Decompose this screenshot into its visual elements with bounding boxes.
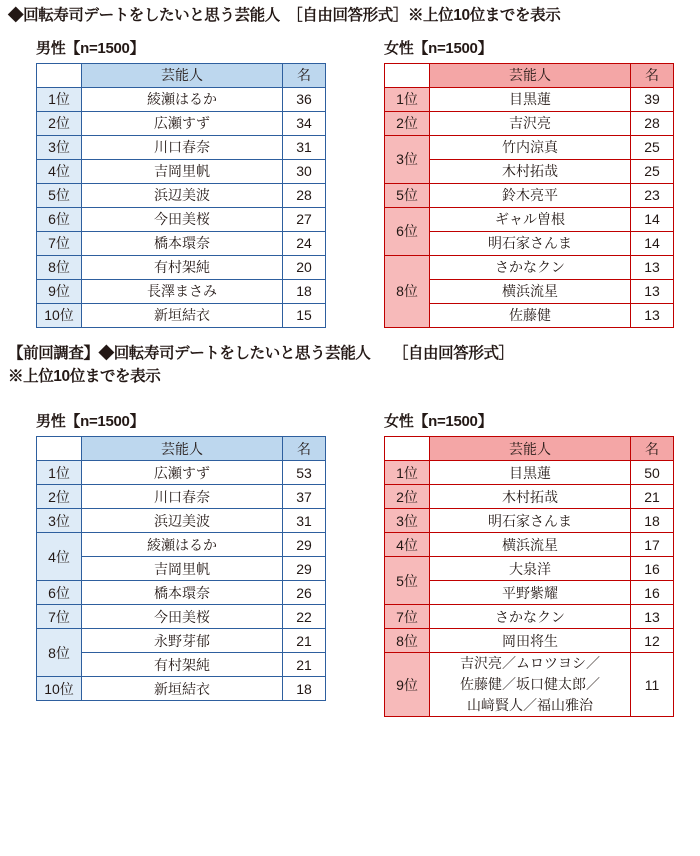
top-survey-headline: ◆回転寿司デートをしたいと思う芸能人 ［自由回答形式］※上位10位までを表示 — [8, 7, 561, 24]
count-cell: 12 — [631, 629, 674, 653]
name-cell: 木村拓哉 — [430, 485, 631, 509]
table-row — [37, 533, 326, 557]
name-cell: 岡田将生 — [430, 629, 631, 653]
prev-male-title: 男性【n=1500】 — [36, 413, 145, 431]
table-row — [37, 255, 326, 279]
count-cell: 29 — [283, 533, 326, 557]
top-female-title: 女性【n=1500】 — [384, 39, 493, 57]
rank-cell: 10位 — [37, 303, 82, 327]
top-survey-columns — [8, 33, 692, 328]
top-male-table — [36, 63, 326, 328]
name-cell: 有村架純 — [82, 255, 283, 279]
rank-cell: 10位 — [37, 677, 82, 701]
header-name: 芸能人 — [82, 63, 283, 87]
rank-cell: 1位 — [385, 461, 430, 485]
name-cell: 吉沢亮／ムロツヨシ／ 佐藤健／坂口健太郎／ 山﨑賢人／福山雅治 — [430, 653, 631, 717]
name-cell: 橋本環奈 — [82, 581, 283, 605]
rank-cell: 3位 — [37, 135, 82, 159]
count-cell: 25 — [631, 159, 674, 183]
header-blank — [385, 63, 430, 87]
table-row — [385, 255, 674, 279]
prev-male-table — [36, 436, 326, 701]
top-female-column — [356, 33, 686, 328]
top-female-table — [384, 63, 674, 328]
name-cell: 佐藤健 — [430, 303, 631, 327]
count-cell: 26 — [283, 581, 326, 605]
table-row — [37, 485, 326, 509]
count-cell: 14 — [631, 231, 674, 255]
count-cell: 16 — [631, 557, 674, 581]
table-row — [385, 509, 674, 533]
name-cell: 竹内涼真 — [430, 135, 631, 159]
table-row — [37, 303, 326, 327]
name-cell: 永野芽郁 — [82, 629, 283, 653]
table-row — [385, 111, 674, 135]
name-cell: 平野紫耀 — [430, 581, 631, 605]
table-row — [385, 135, 674, 159]
rank-cell: 3位 — [37, 509, 82, 533]
name-cell: さかなクン — [430, 605, 631, 629]
table-header-row — [37, 63, 326, 87]
prev-female-title: 女性【n=1500】 — [384, 413, 493, 431]
rank-cell: 7位 — [37, 231, 82, 255]
name-cell: 綾瀬はるか — [82, 533, 283, 557]
table-row — [37, 581, 326, 605]
count-cell: 50 — [631, 461, 674, 485]
count-cell: 11 — [631, 653, 674, 717]
name-cell: 新垣結衣 — [82, 303, 283, 327]
name-cell: 木村拓哉 — [430, 159, 631, 183]
header-count: 名 — [283, 63, 326, 87]
table-header-row — [37, 437, 326, 461]
name-cell: 広瀬すず — [82, 461, 283, 485]
count-cell: 13 — [631, 279, 674, 303]
table-row — [37, 605, 326, 629]
table-row — [385, 183, 674, 207]
name-cell: 明石家さんま — [430, 231, 631, 255]
rank-cell: 8位 — [37, 629, 82, 677]
table-header-row — [385, 437, 674, 461]
rank-cell: 2位 — [37, 111, 82, 135]
rank-cell: 7位 — [37, 605, 82, 629]
table-row — [385, 653, 674, 717]
name-cell: 浜辺美波 — [82, 183, 283, 207]
name-cell: さかなクン — [430, 255, 631, 279]
header-blank — [37, 437, 82, 461]
rank-cell: 2位 — [385, 111, 430, 135]
table-row — [37, 279, 326, 303]
count-cell: 18 — [283, 677, 326, 701]
table-row — [385, 461, 674, 485]
name-cell: 横浜流星 — [430, 533, 631, 557]
count-cell: 37 — [283, 485, 326, 509]
header-blank — [385, 437, 430, 461]
name-cell: 吉沢亮 — [430, 111, 631, 135]
rank-cell: 7位 — [385, 605, 430, 629]
top-male-title: 男性【n=1500】 — [36, 39, 145, 57]
count-cell: 39 — [631, 87, 674, 111]
top-male-column — [8, 33, 338, 328]
rank-cell: 4位 — [385, 533, 430, 557]
table-row — [37, 159, 326, 183]
header-count: 名 — [631, 63, 674, 87]
rank-cell: 6位 — [37, 581, 82, 605]
table-row — [37, 87, 326, 111]
rank-cell: 3位 — [385, 509, 430, 533]
count-cell: 21 — [283, 653, 326, 677]
table-row — [385, 533, 674, 557]
name-cell: ギャル曽根 — [430, 207, 631, 231]
count-cell: 25 — [631, 135, 674, 159]
header-name: 芸能人 — [430, 63, 631, 87]
count-cell: 22 — [283, 605, 326, 629]
rank-cell: 5位 — [37, 183, 82, 207]
table-row — [37, 629, 326, 653]
rank-cell: 8位 — [385, 255, 430, 327]
table-row — [37, 461, 326, 485]
count-cell: 21 — [283, 629, 326, 653]
name-cell: 川口春奈 — [82, 135, 283, 159]
rank-cell: 2位 — [37, 485, 82, 509]
table-row — [37, 183, 326, 207]
count-cell: 13 — [631, 303, 674, 327]
count-cell: 17 — [631, 533, 674, 557]
table-row — [385, 485, 674, 509]
name-cell: 綾瀬はるか — [82, 87, 283, 111]
name-cell: 浜辺美波 — [82, 509, 283, 533]
count-cell: 20 — [283, 255, 326, 279]
prev-female-table — [384, 436, 674, 717]
table-header-row — [385, 63, 674, 87]
rank-cell: 8位 — [37, 255, 82, 279]
name-cell: 長澤まさみ — [82, 279, 283, 303]
table-row — [37, 677, 326, 701]
name-cell: 横浜流星 — [430, 279, 631, 303]
rank-cell: 9位 — [37, 279, 82, 303]
rank-cell: 6位 — [385, 207, 430, 255]
count-cell: 15 — [283, 303, 326, 327]
table-row — [37, 231, 326, 255]
count-cell: 23 — [631, 183, 674, 207]
name-cell: 鈴木亮平 — [430, 183, 631, 207]
table-row — [385, 629, 674, 653]
count-cell: 13 — [631, 605, 674, 629]
count-cell: 14 — [631, 207, 674, 231]
count-cell: 24 — [283, 231, 326, 255]
prev-survey-headline-line2: ※上位10位までを表示 — [8, 368, 161, 386]
name-cell: 大泉洋 — [430, 557, 631, 581]
count-cell: 18 — [283, 279, 326, 303]
rank-cell: 5位 — [385, 557, 430, 605]
name-cell: 目黒蓮 — [430, 461, 631, 485]
count-cell: 29 — [283, 557, 326, 581]
header-name: 芸能人 — [430, 437, 631, 461]
name-cell: 吉岡里帆 — [82, 159, 283, 183]
rank-cell: 3位 — [385, 135, 430, 183]
rank-cell: 5位 — [385, 183, 430, 207]
name-cell: 有村架純 — [82, 653, 283, 677]
count-cell: 27 — [283, 207, 326, 231]
rank-cell: 2位 — [385, 485, 430, 509]
count-cell: 31 — [283, 509, 326, 533]
rank-cell: 8位 — [385, 629, 430, 653]
rank-cell: 1位 — [37, 87, 82, 111]
name-cell: 今田美桜 — [82, 605, 283, 629]
name-cell: 今田美桜 — [82, 207, 283, 231]
table-row — [385, 87, 674, 111]
rank-cell: 6位 — [37, 207, 82, 231]
name-cell: 広瀬すず — [82, 111, 283, 135]
header-count: 名 — [631, 437, 674, 461]
name-cell: 目黒蓮 — [430, 87, 631, 111]
name-cell: 新垣結衣 — [82, 677, 283, 701]
table-row — [385, 557, 674, 581]
count-cell: 53 — [283, 461, 326, 485]
count-cell: 16 — [631, 581, 674, 605]
prev-survey-columns — [8, 406, 692, 717]
count-cell: 31 — [283, 135, 326, 159]
rank-cell: 4位 — [37, 159, 82, 183]
count-cell: 36 — [283, 87, 326, 111]
table-row — [37, 509, 326, 533]
header-name: 芸能人 — [82, 437, 283, 461]
count-cell: 34 — [283, 111, 326, 135]
name-cell: 明石家さんま — [430, 509, 631, 533]
table-row — [37, 111, 326, 135]
count-cell: 18 — [631, 509, 674, 533]
header-blank — [37, 63, 82, 87]
table-row — [385, 605, 674, 629]
table-row — [37, 135, 326, 159]
count-cell: 13 — [631, 255, 674, 279]
rank-cell: 1位 — [37, 461, 82, 485]
count-cell: 21 — [631, 485, 674, 509]
prev-survey-headline-line1: 【前回調査】◆回転寿司デートをしたいと思う芸能人 ［自由回答形式］ — [8, 344, 514, 362]
count-cell: 28 — [283, 183, 326, 207]
name-cell: 川口春奈 — [82, 485, 283, 509]
prev-male-column — [8, 406, 338, 717]
prev-female-column — [356, 406, 686, 717]
name-cell: 吉岡里帆 — [82, 557, 283, 581]
rank-cell: 4位 — [37, 533, 82, 581]
rank-cell: 9位 — [385, 653, 430, 717]
count-cell: 30 — [283, 159, 326, 183]
name-cell: 橋本環奈 — [82, 231, 283, 255]
header-count: 名 — [283, 437, 326, 461]
table-row — [385, 207, 674, 231]
count-cell: 28 — [631, 111, 674, 135]
table-row — [37, 207, 326, 231]
rank-cell: 1位 — [385, 87, 430, 111]
